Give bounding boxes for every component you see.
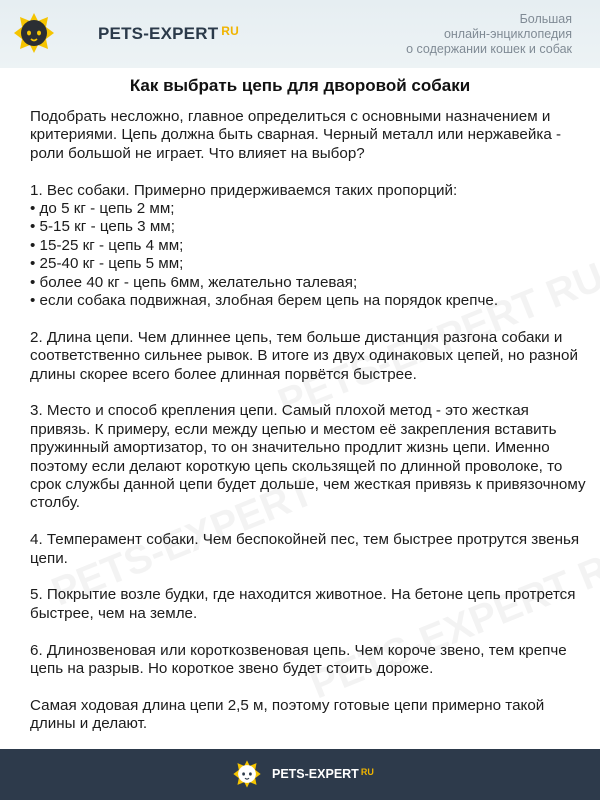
list-item: • более 40 кг - цепь 6мм, желательно талевая; [30,274,592,292]
brand-text: PETS-EXPERT [98,24,219,43]
pets-expert-logo-icon[interactable] [232,759,262,789]
brand-name[interactable] [98,24,239,44]
paragraph-length: 2. Длина цепи. Чем длиннее цепь, тем больше дистанция разгона собаки и соответственно сильнее рывок. В итоге из двух одинаковых цепей, но разной длины скорее всего более длинная порвётся быстрее. [30,328,578,383]
tagline-line: Большая [519,12,572,26]
footer-brand-suffix: RU [360,767,374,777]
paragraph-temperament: 4. Темперамент собаки. Чем беспокойней пес, тем быстрее протрутся звенья цепи. [30,531,580,567]
footer-brand-text: PETS-EXPERT [272,767,359,781]
list-item: • если собака подвижная, злобная берем цепь на порядок крепче. [30,292,592,310]
list-item: • 5-15 кг - цепь 3 мм; [30,218,592,236]
paragraph-surface: 5. Покрытие возле будки, где находится животное. На бетоне цепь протрется быстрее, чем на земле. [30,586,576,622]
paragraph-conclusion: Самая ходовая длина цепи 2,5 м, поэтому готовые цепи примерно такой длины и делают. [30,696,545,733]
list-item: • 25-40 кг - цепь 5 мм; [30,255,592,273]
weight-list [30,200,592,310]
paragraph-mounting: 3. Место и способ крепления цепи. Самый плохой метод - это жесткая привязь. К примеру, если между цепью и местом её закрепления вставить пружинный амортизатор, то он значительно продлит жизнь цепи. Именно поэтому если делают короткую цепь скользящей по длинной проволоке, то срок службы данной цепи будет дольше, чем жесткая привязь к привязочному столбу. [30,402,586,512]
page-footer [0,749,600,800]
page-title: Как выбрать цепь для дворовой собаки [129,76,471,95]
list-item: • до 5 кг - цепь 2 мм; [30,200,592,218]
pets-expert-logo-icon[interactable] [12,11,56,55]
list-item: • 15-25 кг - цепь 4 мм; [30,237,592,255]
site-tagline [312,12,572,57]
weight-heading: 1. Вес собаки. Примерно придерживаемся таких пропорций: [30,181,458,199]
tagline-line: онлайн-энциклопедия [443,27,572,41]
footer-brand[interactable] [272,767,374,781]
article-body [30,108,592,752]
brand-suffix: RU [221,24,240,38]
intro-paragraph: Подобрать несложно, главное определиться с основными назначением и критериями. Цепь должна быть сварная. Черный металл или нержавейка - роли большой не играет. Что влияет на выбор? [30,108,562,162]
page-header [0,0,600,68]
paragraph-link-size: 6. Длинозвеновая или короткозвеновая цепь. Чем короче звено, тем крепче цепь на разрыв. Но короткое звено будет стоить дороже. [30,641,567,678]
tagline-line: о содержании кошек и собак [406,42,572,56]
